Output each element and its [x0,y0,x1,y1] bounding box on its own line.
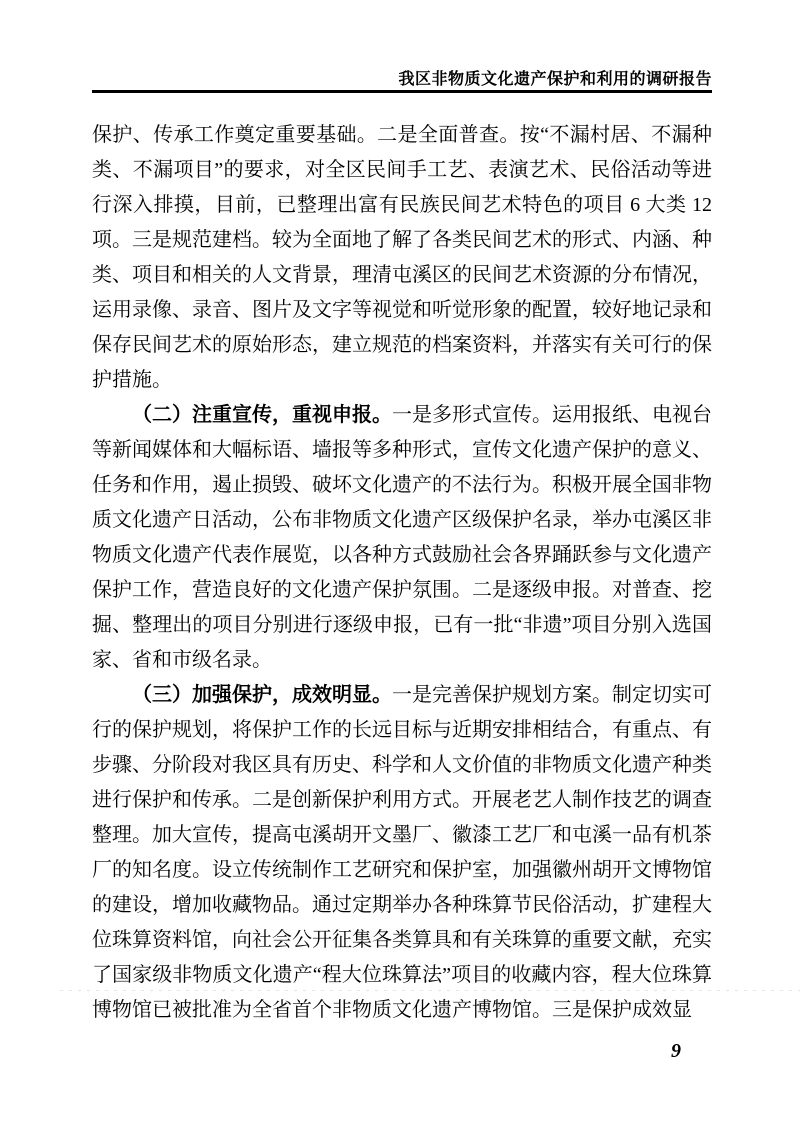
paragraph [92,678,712,1028]
document-body [92,118,712,1028]
bold-text-run: （二）注重宣传，重视申报。 [132,404,392,426]
text-run: 一是多形式宣传。运用报纸、电视台等新闻媒体和大幅标语、墙报等多种形式，宣传文化遗产保护的意义、任务和作用，遏止损毁、破坏文化遗产的不法行为。积极开展全国非物质文化遗产日活动，公布非物质文化遗产区级保护名录，举办屯溪区非物质文化遗产代表作展览，以各种方式鼓励社会各界踊跃参与文化遗产保护工作，营造良好的文化遗产保护氛围。二是逐级申报。对普查、挖掘、整理出的项目分别进行逐级申报，已有一批“非遗”项目分别入选国家、省和市级名录。 [92,404,712,671]
bold-text-run: （三）加强保护，成效明显。 [132,684,392,706]
paragraph [92,118,712,398]
scan-artifact-line [60,990,800,991]
paragraph [92,398,712,678]
page-number: 9 [671,1040,681,1062]
text-run: 一是完善保护规划方案。制定切实可行的保护规划，将保护工作的长远目标与近期安排相结合，有重点、有步骤、分阶段对我区具有历史、科学和人文价值的非物质文化遗产种类进行保护和传承。二是创新保护利用方式。开展老艺人制作技艺的调查整理。加大宣传，提高屯溪胡开文墨厂、徽漆工艺厂和屯溪一品有机茶厂的知名度。设立传统制作工艺研究和保护室，加强徽州胡开文博物馆的建设，增加收藏物品。通过定期举办各种珠算节民俗活动，扩建程大位珠算资料馆，向社会公开征集各类算具和有关珠算的重要文献，充实了国家级非物质文化遗产“程大位珠算法”项目的收藏内容，程大位珠算博物馆已被批准为全省首个非物质文化遗产博物馆。三是保护成效显 [92,684,712,1021]
text-run: 保护、传承工作奠定重要基础。二是全面普查。按“不漏村居、不漏种类、不漏项目”的要求，对全区民间手工艺、表演艺术、民俗活动等进行深入排摸，目前，已整理出富有民族民间艺术特色的项目 6 大类 12 项。三是规范建档。较为全面地了解了各类民间艺术的形式、内涵、种类、项目和相关的人文背景，理清屯溪区的民间艺术资源的分布情况，运用录像、录音、图片及文字等视觉和听觉形象的配置，较好地记录和保存民间艺术的原始形态，建立规范的档案资料，并落实有关可行的保护措施。 [92,124,712,391]
header-rule [92,90,712,93]
running-header-title: 我区非物质文化遗产保护和利用的调研报告 [398,71,712,88]
